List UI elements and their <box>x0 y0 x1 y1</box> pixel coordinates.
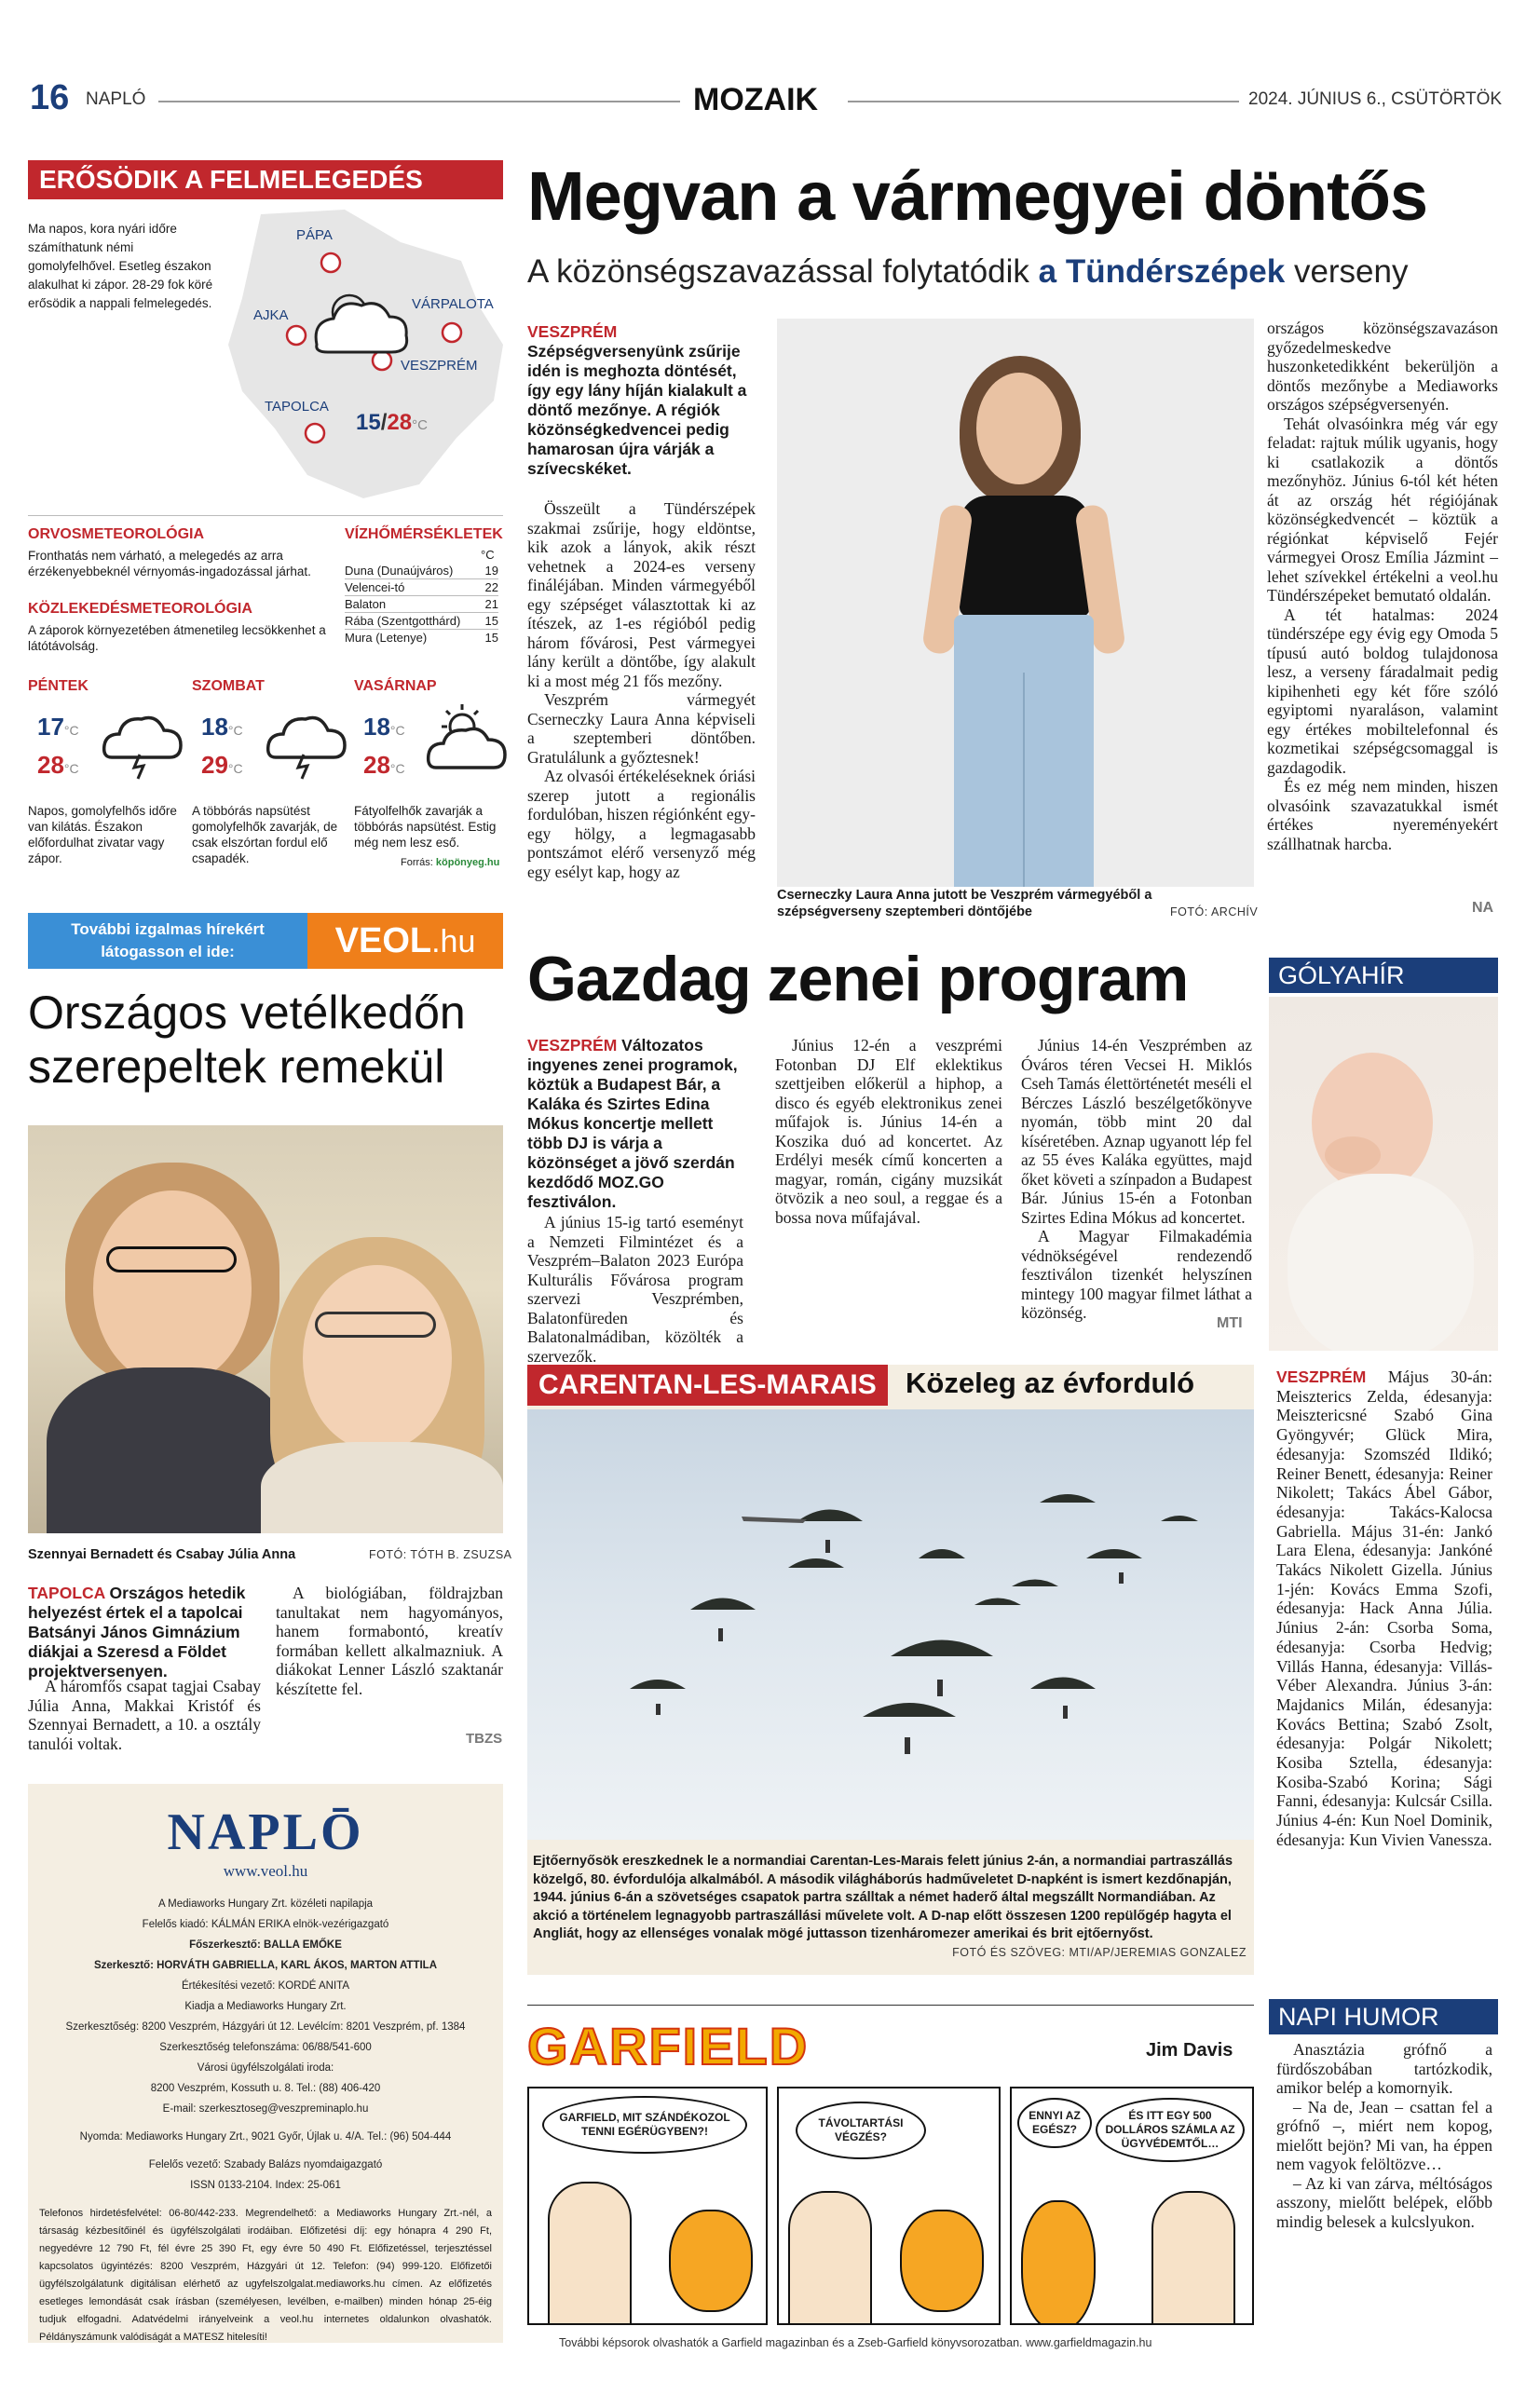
beauty-sub-3: verseny <box>1293 253 1409 290</box>
water-unit: °C <box>481 548 495 562</box>
beauty-signature: NA <box>1472 900 1494 916</box>
beauty-title: Megvan a vármegyei döntős <box>527 157 1428 235</box>
city-ajka: AJKA <box>253 307 289 323</box>
beauty-r3: A tét hatalmas: 2024 tündérszépe egy évig egy Omoda 5 típusú autó boldog tulajdonosa lesz, a verseny fáradalmait pedig kipihenheti egy két főre szóló egyiptomi nyaraláson, valamint egy értékes mobiltelefonnal és kozmetikai szépségcsomaggal is gazdagodik. <box>1267 605 1498 777</box>
veol-logo <box>307 913 503 969</box>
carentan-credit: FOTÓ ÉS SZÖVEG: MTI/AP/JEREMIAS GONZALEZ <box>952 1946 1247 1959</box>
carentan-tag: CARENTAN-LES-MARAIS <box>527 1365 888 1406</box>
city-papa: PÁPA <box>296 227 333 243</box>
golyahir-header: GÓLYAHÍR <box>1269 958 1498 993</box>
orvos-text: Fronthatás nem várható, a melegedés az arra érzékenyebbeknél vérnyomás-ingadozással járhat. <box>28 549 311 578</box>
water-heading: VÍZHŐMÉRSÉKLETEK <box>345 526 503 542</box>
baby-photo <box>1269 997 1498 1351</box>
veol-banner[interactable] <box>28 913 503 969</box>
deg-unit: °C <box>389 761 405 776</box>
imprint-line: Szerkesztő: HORVÁTH GABRIELLA, KARL ÁKOS, MARTON ATTILA <box>93 1960 438 1971</box>
imprint-line: Értékesítési vezető: KORDÉ ANITA <box>181 1980 349 1992</box>
city-tapolca: TAPOLCA <box>265 399 329 415</box>
today-deg: °C <box>412 417 428 433</box>
imprint-line: A Mediaworks Hungary Zrt. közéleti napilapja <box>157 1898 374 1910</box>
today-max: 28 <box>387 410 413 435</box>
water-row <box>345 563 498 579</box>
imprint-line: 8200 Veszprém, Kossuth u. 8. Tel.: (88) 406-420 <box>150 2083 381 2094</box>
contest-lead <box>28 1584 261 1681</box>
water-name: Rába (Szentgotthárd) <box>345 614 461 628</box>
imprint-lines <box>28 1894 503 2196</box>
orvos-heading: ORVOSMETEOROLÓGIA <box>28 526 205 542</box>
music-p2: Június 12-én a veszprémi Fotonban DJ Elf eklektikus szettjeiben előkerül a hiphop, a disco és egyéb elektronikus zenei műfajok is. Június 14-én a Koszika duó ad koncertet. Az Erdélyi mesék című koncerten a magyar, román, cigány muzsikát ötvözik a neo soul, a reggae és a bossa nova műfajával. <box>775 1036 1002 1227</box>
beauty-photo <box>777 319 1254 887</box>
garfield-footer: További képsorok olvashatók a Garfield magazinban és a Zseb-Garfield könyvsorozatban. www.garfieldmagazin.hu <box>559 2336 1152 2349</box>
weather-banner <box>28 160 503 199</box>
veol-text-2: látogasson el ide: <box>101 943 235 960</box>
beauty-credit: FOTÓ: ARCHÍV <box>1170 905 1259 918</box>
contest-col-1 <box>28 1677 261 1753</box>
music-col-1 <box>527 1213 743 1366</box>
water-row <box>345 613 498 630</box>
deg-unit: °C <box>63 761 79 776</box>
contest-credit: FOTÓ: TÓTH B. ZSUZSA <box>369 1548 512 1561</box>
imprint-line: Városi ügyfélszolgálati iroda: <box>197 2062 334 2074</box>
veol-logo-tld: .hu <box>431 924 476 959</box>
imprint-line: Szerkesztőség telefonszáma: 06/88/541-600 <box>159 2042 372 2053</box>
imprint-url: www.veol.hu <box>223 1862 308 1880</box>
kozl-text: A záporok környezetében átmenetileg lecsökkenhet a látótávolság. <box>28 623 326 653</box>
comic-bubble-1: GARFIELD, MIT SZÁNDÉKOZOL TENNI EGÉRÜGYBEN?! <box>542 2096 747 2154</box>
comic-bubble-2: TÁVOLTARTÁSI VÉGZÉS? <box>796 2102 926 2159</box>
water-temp: 22 <box>484 580 498 594</box>
carentan-box <box>527 1365 1254 1975</box>
contest-photo <box>28 1125 503 1533</box>
imprint-line: ISSN 0133-2104. Index: 25-061 <box>190 2180 341 2191</box>
music-signature: MTI <box>1217 1315 1243 1331</box>
section-title: MOZAIK <box>693 82 819 117</box>
water-name: Balaton <box>345 597 387 611</box>
day-1-max: 28 <box>37 751 64 779</box>
water-row <box>345 579 498 596</box>
golyahir-text <box>1276 1367 1492 1850</box>
day-1-min: 17 <box>37 713 64 741</box>
contest-caption: Szennyai Bernadett és Csabay Júlia Anna <box>28 1547 296 1562</box>
storm-cloud-icon <box>265 706 348 781</box>
music-col-3 <box>1021 1036 1252 1323</box>
beauty-r2: Tehát olvasóinkra még vár egy feladat: rajtuk múlik ugyanis, hogy ki csatlakozik a döntős mezőnyhöz. Június 6-tól két héten át az ország hét régiójának közönségkedvencét – köztük a régiónkat képviselő Fejér vármegyei Orosz Emília Jázmint – lehet szívekkel értékelni a veol.hu Tündérszépeket bemutató oldalán. <box>1267 414 1498 605</box>
comic-bubble-3a: ENNYI AZ EGÉSZ? <box>1017 2098 1092 2148</box>
city-varpalota: VÁRPALOTA <box>412 296 494 312</box>
water-temp: 15 <box>484 631 498 645</box>
water-row <box>345 630 498 646</box>
county-map <box>224 205 503 498</box>
day-3-text: Fátyolfelhők zavarják a többórás napsütést. Estig még nem lesz eső. <box>354 804 497 850</box>
humor-p2: – Na de, Jean – csattan fel a grófnő –, miért nem kopog, mielőtt bejön? Mi van, ha éppen nem vagyok felöltözve… <box>1276 2097 1492 2173</box>
humor-p1: Anasztázia grófnő a fürdőszobában tartózkodik, amikor belép a komornyik. <box>1276 2040 1492 2097</box>
beauty-p2: Veszprém vármegyét Cserneczky Laura Anna képviseli a szeptemberi döntőben. Gratulálunk a győztesnek! <box>527 690 756 767</box>
deg-unit: °C <box>227 723 243 738</box>
day-3-temps <box>363 710 405 786</box>
water-name: Duna (Dunaújváros) <box>345 564 454 578</box>
imprint-line: Nyomda: Mediaworks Hungary Zrt., 9021 Győr, Újlak u. 4/A. Tel.: (96) 504-444 <box>79 2131 452 2143</box>
golyahir-kicker: VESZPRÉM <box>1276 1367 1367 1386</box>
day-1-temps <box>37 710 79 786</box>
contest-col-2 <box>276 1584 503 1698</box>
imprint-fine-print: Telefonos hirdetésfelvétel: 06-80/442-233. Megrendelhető: a Mediaworks Hungary Zrt.-nél, a társaság kézbesítőinél és ügyfélszolgálati irodáiban. Előfizetési díj: egy hónapra 4 290 Ft, negyedévre 12 790 Ft, fél évre 25 390 Ft, egy évre 50 490 Ft. Előfizetéssel, terjesztéssel kapcsolatos ügyintézés: 8200 Veszprém, Házgyári út 12. Telefon: (94) 999-120. Előfizetői ügyfélszolgálatunk digitálisan elérhető az ugyfelszolgalat.mediaworks.hu címen. Az előfizetés esetleges lemondását csak írásban (személyesen, levélben, e-mailben) minden hónap 25-éig tudjuk elfogadni. Adatvédelmi irányelveink a veol.hu internetes oldalunkon olvashatók. Példányszámunk valódiságát a MATESZ hitelesíti! <box>39 2208 492 2343</box>
imprint-logo: NAPLŌ <box>167 1803 364 1861</box>
page-number: 16 <box>30 78 70 117</box>
day-3-name: VASÁRNAP <box>354 678 437 694</box>
day-3-min: 18 <box>363 713 390 741</box>
comic-panel-1 <box>527 2087 768 2325</box>
source-logo: köpönyeg.hu <box>435 857 500 868</box>
day-2-temps <box>201 710 243 786</box>
music-lead <box>527 1036 743 1212</box>
contest-title: Országos vetélkedőn szerepeltek remekül <box>28 986 466 1093</box>
contest-lead-text: Országos hetedik helyezést értek el a tapolcai Batsányi János Gimnázium diákjai a Szeresd a Földet projektversenyen. <box>28 1584 246 1680</box>
music-p3: Június 14-én Veszprémben az Óváros téren Vecsei H. Miklós Cseh Tamás élettörténetét meséli el Bérczes László beszélgetőkönyve nyomán, több mint 20 dal kíséretében. Aznap ugyanott lép fel az 55 éves Kaláka együttes, majd őket követi a színpadon a Budapest Bár. Június 15-én a Fotonban Szirtes Edina Mókus ad koncertet. <box>1021 1036 1252 1227</box>
day-1-name: PÉNTEK <box>28 678 89 694</box>
contest-p1: A háromfős csapat tagjai Csabay Júlia Anna, Makkai Kristóf és Szennyai Bernadett, a 10. a osztály tanulói voltak. <box>28 1677 261 1753</box>
imprint-line: Felelős kiadó: KÁLMÁN ERIKA elnök-vezérigazgató <box>142 1919 389 1930</box>
music-kicker: VESZPRÉM <box>527 1036 618 1054</box>
beauty-p3: Az olvasói értékeléseknek óriási szerep jutott a regionális fordulóban, hiszen régiónként egy-egy hölgy, a legmagasabb pontszámot elérő versenyző még egy esélyt kap, hogy az <box>527 767 756 881</box>
beauty-col-3 <box>1267 319 1498 853</box>
music-p1: A június 15-ig tartó eseményt a Nemzeti Filmintézet és a Veszprém–Balaton 2023 Európa Kulturális Fővárosa program szervezi Veszprémben, Balatonfüreden és Balatonalmádiban, közölték a szervezők. <box>527 1213 743 1366</box>
contest-p2: A biológiában, földrajzban tanultakat nem hagyományos, hanem formabontó, kreatív formában kellett alkalmazniuk. A diákokat Lenner László szaktanár készítette fel. <box>276 1584 503 1698</box>
beauty-p1: Összeült a Tündérszépek szakmai zsűrije, hogy eldöntse, kik azok a lányok, akik részt vehetnek a 2024-es verseny fináléjában. Minden vármegyéből egy szépséget választottak ki az ítészek, az 1-es régióból pedig három fővárosi, Pest vármegyei lány került a döntőbe, így alakult ki a most még 21 fős mezőny. <box>527 499 756 690</box>
water-name: Mura (Letenye) <box>345 631 428 645</box>
water-temp: 21 <box>484 597 498 611</box>
contest-kicker: TAPOLCA <box>28 1584 105 1602</box>
water-table <box>345 563 498 646</box>
carentan-photo <box>527 1409 1254 1840</box>
comic-panel-2 <box>777 2087 1001 2325</box>
humor-header: NAPI HUMOR <box>1269 1999 1498 2034</box>
water-temp: 19 <box>484 564 498 578</box>
weather-intro: Ma napos, kora nyári időre számíthatunk némi gomolyfelhővel. Esetleg északon alakulhat ki zápor. 28-29 fok köré erősödik a nappali felmelegedés. <box>28 222 213 310</box>
deg-unit: °C <box>227 761 243 776</box>
humor-text <box>1276 2040 1492 2231</box>
day-2-text: A többórás napsütést gomolyfelhők zavarják, de csak elszórtan fordul elő csapadék. <box>192 804 338 865</box>
today-temps: 15/28°C <box>356 410 428 435</box>
water-row <box>345 596 498 613</box>
day-2-max: 29 <box>201 751 228 779</box>
carentan-title: Közeleg az évforduló <box>906 1367 1195 1399</box>
beauty-kicker: VESZPRÉM <box>527 322 618 341</box>
beauty-subtitle <box>527 253 1409 291</box>
issue-date: 2024. JÚNIUS 6., CSÜTÖRTÖK <box>1248 89 1503 109</box>
comic-panel-3 <box>1010 2087 1254 2325</box>
carentan-caption: Ejtőernyősök ereszkednek le a normandiai Carentan-Les-Marais felett június 2-án, a normandiai partraszállás közelgő, 80. évfordulója alkalmából. A második világháborús hadműveletet D-napként is ismert kezdőnapján, 1944. június 6-án a szövetséges csapatok partra szálltak a német haderő által megszállt Normandiában. Az akció a történelem legnagyobb partraszállási művelete volt. A D-nap előtt összesen 1200 repülőgép hagyta el Angliát, hogy az ellenséges vonalak mögé juttasson tizenháromezer amerikai és brit ejtőernyőst. <box>533 1854 1233 1941</box>
paper-name: NAPLÓ <box>86 89 146 109</box>
imprint-line: Kiadja a Mediaworks Hungary Zrt. <box>184 2001 347 2012</box>
veol-text-1: További izgalmas hírekért <box>71 920 265 938</box>
beauty-r4: És ez még nem minden, hiszen olvasóink szavazatukkal ismét értékes nyereményekért szállhatnak harcba. <box>1267 777 1498 853</box>
sun-cloud-icon <box>425 701 509 780</box>
humor-p3: – Az ki van zárva, méltóságos asszony, mielőtt belépek, előbb mindig belesek a kulcslyukon. <box>1276 2173 1492 2231</box>
kozl-heading: KÖZLEKEDÉSMETEOROLÓGIA <box>28 601 252 617</box>
beauty-lead <box>527 322 756 479</box>
beauty-col-1 <box>527 499 756 881</box>
contest-signature: TBZS <box>466 1731 503 1747</box>
imprint-line: E-mail: szerkesztoseg@veszpreminaplo.hu <box>162 2103 369 2115</box>
music-p4: A Magyar Filmakadémia védnökségével rendezendő fesztiválon tizenkét helyszínen mintegy 100 magyar filmet láthat a közönség. <box>1021 1227 1252 1322</box>
storm-cloud-icon <box>101 706 184 781</box>
water-temp: 15 <box>484 614 498 628</box>
city-veszprem: VESZPRÉM <box>401 358 478 374</box>
garfield-author: Jim Davis <box>1146 2040 1233 2061</box>
music-col-2 <box>775 1036 1002 1227</box>
beauty-sub-2: a Tündérszépek <box>1038 253 1286 290</box>
day-2-name: SZOMBAT <box>192 678 265 694</box>
weather-source <box>401 857 499 868</box>
veol-logo-text: VEOL <box>334 921 432 960</box>
music-lead-text: Változatos ingyenes zenei programok, köztük a Budapest Bár, a Kaláka és Szirtes Edina Mókus koncertje mellett több DJ is várja a közönséget a jövő szerdán kezdődő MOZ.GO fesztiválon. <box>527 1036 738 1211</box>
deg-unit: °C <box>63 723 79 738</box>
imprint-line: Főszerkesztő: BALLA EMŐKE <box>189 1939 342 1951</box>
imprint-box <box>28 1784 503 2343</box>
beauty-sub-1: A közönségszavazással folytatódik <box>527 253 1029 290</box>
beauty-r1: országos közönségszavazáson győzedelmeskedve huszonketedikként bekerüljön a döntős mezőnybe a Mediaworks országos szépségversenyén. <box>1267 319 1498 414</box>
music-title: Gazdag zenei program <box>527 944 1189 1014</box>
beauty-caption: Cserneczky Laura Anna jutott be Veszprém vármegyéből a szépségverseny szeptemberi döntőjébe <box>777 888 1152 919</box>
today-min: 15 <box>356 410 381 435</box>
imprint-line: Szerkesztőség: 8200 Veszprém, Házgyári út 12. Levélcím: 8201 Veszprém, pf. 1384 <box>65 2021 466 2033</box>
parachutes-illustration <box>527 1409 1254 1840</box>
garfield-logo: GARFIELD <box>527 2017 810 2075</box>
deg-unit: °C <box>389 723 405 738</box>
source-label: Forrás: <box>401 857 433 868</box>
beauty-lead-text: Szépségversenyünk zsűrije idén is meghozta döntését, így egy lány híján kialakult a döntő mezőnye. A régiók közönségkedvencei pedig hamarosan újra várják a szívecskéket. <box>527 342 747 478</box>
day-3-max: 28 <box>363 751 390 779</box>
water-name: Velencei-tó <box>345 580 405 594</box>
imprint-line: Felelős vezető: Szabady Balázs nyomdaigazgató <box>148 2159 383 2170</box>
comic-bubble-3b: ÉS ITT EGY 500 DOLLÁROS SZÁMLA AZ ÜGYVÉDEMTŐL… <box>1096 2098 1245 2162</box>
golyahir-body: Május 30-án: Meiszterics Zelda, édesanyja: Meisztericsné Szabó Gina Gyöngyvér; Glück Mira, édesanyja: Szomszéd Ildikó; Reiner Benett, édesanyja: Reiner Nikolett; Takács Ábel Gábor, édesanyja: Takács-Kalocsa Gabriella. Május 31-én: Jankó Lara Elena, édesanyja: Jankóné Takács Nikolett Gizella. Június 1-jén: Kovács Emma Szofi, édesanyja: Hack Anna Júlia. Június 2-án: Csorba Soma, édesanyja: Csorba Hedvig; Villás Hanna, édesanyja: Villás-Véber Alexandra. Június 3-án: Majdanics Milán, édesanyja: Kovács Bettina; Szabó Zsolt, édesanyja: Polgár Nikolett; Kosiba Sztella, édesanyja: Kosiba-Szabó Korina; Sági Fanni, édesanyja: Kulcsár Csilla. Június 4-én: Kun Noel Dominik, édesanyja: Kun Vivien Vanessza. <box>1276 1367 1492 1849</box>
weather-banner-text: ERŐSÖDIK A FELMELEGEDÉS <box>39 165 423 194</box>
day-2-min: 18 <box>201 713 228 741</box>
day-1-text: Napos, gomolyfelhős időre van kilátás. Északon előfordulhat zivatar vagy zápor. <box>28 804 177 865</box>
